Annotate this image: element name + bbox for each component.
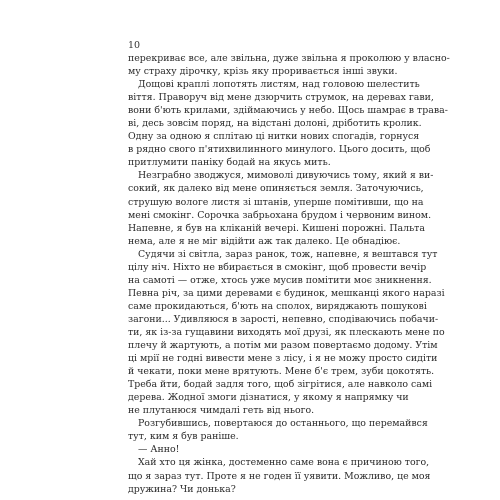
text-line: загони... Удивляюся в зарості, непевно, сподіваючись побачи- [128,313,439,325]
text-line: нема, але я не міг відійти аж так далеко. Це обнадіює. [128,235,401,247]
text-line: Напевне, я був на кліканій вечері. Кишені порожні. Пальта [128,222,425,234]
text-line: Судячи зі світла, зараз ранок, тож, напевне, я вештався тут [138,248,438,260]
page-number: 10 [128,40,141,51]
text-line: віття. Праворуч від мене дзюрчить струмок, на деревах гави, [128,92,434,104]
text-line: Дощові краплі лопотять листям, над головою шелестить [138,79,420,91]
text-line: Одну за одною я сплітаю ці нитки нових спогадів, горнуся [128,131,420,143]
text-line: мені смокінг. Сорочка забрьохана брудом і червоним вином. [128,209,432,221]
text-line: струшую вологе листя зі штанів, уперше помітивши, що на [128,196,424,208]
text-line: не плутанюся чимдалі геть від нього. [128,405,315,417]
body-text [128,52,450,496]
text-line: в рядно свого п'ятихвилинного минулого. Цього досить, щоб [128,144,431,156]
text-line: ці мрії не годні вивести мене з лісу, і я не можу просто сидіти [128,353,438,365]
text-line: що я зараз тут. Проте я не годен її уявити. Можливо, це моя [128,470,431,482]
text-line: Треба йти, бодай задля того, щоб зігрітися, але навколо самі [128,379,433,391]
text-line: — Анно! [138,444,180,456]
text-line: ві, десь зовсім поряд, на відстані долоні, дріботить кролик. [128,118,422,130]
text-line: му страху дірочку, крізь яку проривається інші звуки. [128,66,398,78]
text-line: цілу ніч. Ніхто не вбирається в смокінг, щоб провести вечір [128,261,427,273]
text-line: Хай хто ця жінка, достеменно саме вона є причиною того, [138,457,430,469]
text-line: сокий, як далеко від мене опиняється земля. Заточуючись, [128,183,424,195]
text-line: дружина? Чи донька? [128,483,236,495]
text-line: й чекати, поки мене врятують. Мене б'є трем, зуби цокотять. [128,366,435,378]
text-line: ти, як із-за гущавини виходять мої друзі, як плескають мене по [128,326,445,338]
text-line: плечу й жартують, а потім ми разом повертаємо додому. Утім [128,340,438,352]
text-line: саме прокидаються, б'ють на сполох, виряджають пошукові [128,300,427,312]
text-line: дерева. Жодної змоги дізнатися, у якому я напрямку чи [128,392,409,404]
text-line: Розгубившись, повертаюся до останнього, що перемайвся [138,418,428,430]
text-line: тут, ким я був раніше. [128,431,239,443]
text-line: Певна річ, за цими деревами є будинок, мешканці якого наразі [128,287,445,299]
text-line: перекриває все, але звільна, дуже звільна я проколюю у власно- [128,53,450,64]
text-line: на самоті — отже, хтось уже мусив помітити моє зникнення. [128,274,432,286]
text-line: вони б'ють крилами, здіймаючись у небо. Щось шамрає в трава- [128,105,448,117]
text-line: притлумити паніку бодай на якусь мить. [128,157,331,169]
text-line: Незграбно зводжуся, мимоволі дивуючись тому, який я ви- [138,170,434,182]
